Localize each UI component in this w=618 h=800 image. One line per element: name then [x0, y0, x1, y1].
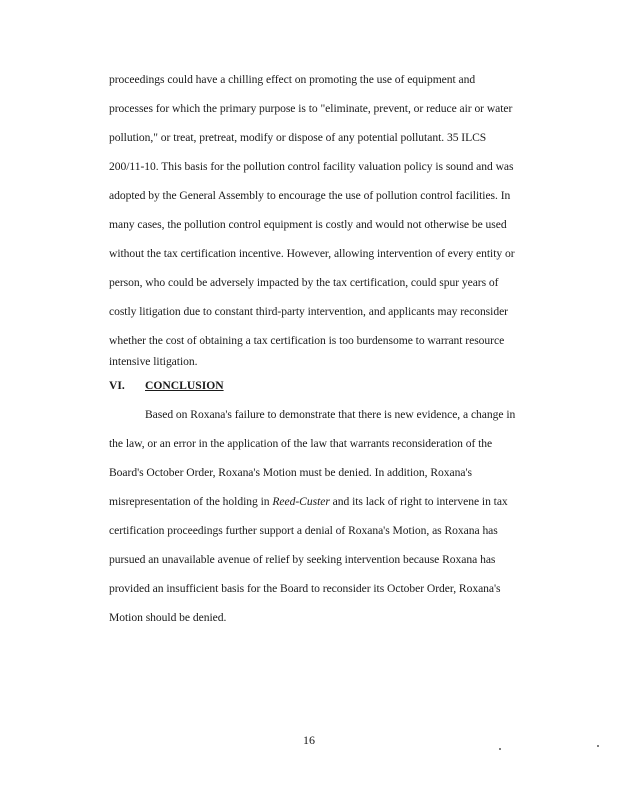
- scan-artifact: [597, 745, 599, 747]
- paragraph-text: and its lack of right to intervene in tax: [329, 495, 508, 508]
- scan-artifact: [499, 748, 501, 750]
- case-citation: Reed-Custer: [272, 495, 330, 508]
- paragraph-line: whether the cost of obtaining a tax certification is too burdensome to warrant resource: [109, 334, 505, 347]
- paragraph-line: Board's October Order, Roxana's Motion must be denied. In addition, Roxana's: [109, 466, 472, 479]
- paragraph-line: adopted by the General Assembly to encourage the use of pollution control facilities. In: [109, 189, 511, 202]
- paragraph-text: misrepresentation of the holding in: [109, 495, 273, 508]
- page-number: 16: [303, 733, 315, 747]
- paragraph-line: Based on Roxana's failure to demonstrate that there is new evidence, a change in: [145, 408, 516, 421]
- paragraph-line: without the tax certification incentive. However, allowing intervention of every entity or: [109, 247, 515, 260]
- paragraph-line: intensive litigation.: [109, 355, 198, 368]
- paragraph-line: the law, or an error in the application of the law that warrants reconsideration of the: [109, 437, 493, 450]
- paragraph-line: provided an insufficient basis for the Board to reconsider its October Order, Roxana's: [109, 582, 501, 595]
- section-title: CONCLUSION: [145, 379, 224, 392]
- paragraph-line: Motion should be denied.: [109, 611, 227, 624]
- paragraph-line: proceedings could have a chilling effect on promoting the use of equipment and: [109, 73, 476, 86]
- paragraph-line: pollution," or treat, pretreat, modify or dispose of any potential pollutant. 35 ILCS: [109, 131, 487, 144]
- paragraph-line: many cases, the pollution control equipment is costly and would not otherwise be used: [109, 218, 507, 231]
- paragraph-line: pursued an unavailable avenue of relief by seeking intervention because Roxana has: [109, 553, 496, 566]
- paragraph-line: person, who could be adversely impacted by the tax certification, could spur years of: [109, 276, 499, 289]
- section-number: VI.: [109, 379, 125, 392]
- paragraph-line: [109, 495, 508, 509]
- paragraph-line: costly litigation due to constant third-party intervention, and applicants may reconsider: [109, 305, 508, 318]
- paragraph-line: processes for which the primary purpose is to "eliminate, prevent, or reduce air or water: [109, 102, 513, 115]
- paragraph-line: certification proceedings further support a denial of Roxana's Motion, as Roxana has: [109, 524, 498, 537]
- paragraph-line: 200/11-10. This basis for the pollution control facility valuation policy is sound and was: [109, 160, 514, 173]
